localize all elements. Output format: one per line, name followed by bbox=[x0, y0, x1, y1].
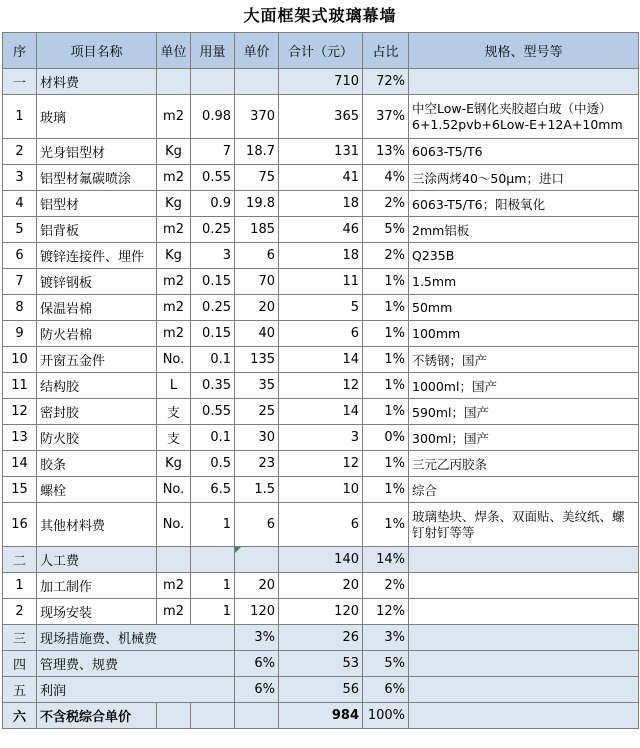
section-no[interactable]: 三 bbox=[3, 625, 37, 651]
row-qty[interactable]: 0.9 bbox=[191, 191, 235, 217]
cell-empty[interactable] bbox=[235, 703, 279, 729]
row-pct[interactable]: 2% bbox=[363, 573, 409, 599]
col-header-price[interactable]: 单价 bbox=[235, 33, 279, 69]
row-qty[interactable]: 0.98 bbox=[191, 95, 235, 139]
row-spec[interactable]: 2mm铝板 bbox=[409, 217, 639, 243]
sheet-title: 大面框架式玻璃幕墙 bbox=[243, 6, 397, 25]
table-row bbox=[3, 243, 639, 269]
table-row bbox=[3, 321, 639, 347]
cell-empty[interactable] bbox=[409, 651, 639, 677]
section-total[interactable]: 53 bbox=[279, 651, 363, 677]
section-pct[interactable]: 100% bbox=[363, 703, 409, 729]
row-unit[interactable]: No. bbox=[157, 347, 191, 373]
row-item-name[interactable]: 铝型材氟碳喷涂 bbox=[37, 165, 157, 191]
cell-empty[interactable] bbox=[157, 69, 191, 95]
table-row bbox=[3, 191, 639, 217]
row-total[interactable]: 20 bbox=[279, 573, 363, 599]
row-price[interactable]: 75 bbox=[235, 165, 279, 191]
table-row bbox=[3, 503, 639, 547]
cell-empty[interactable] bbox=[409, 703, 639, 729]
row-qty[interactable]: 0.15 bbox=[191, 321, 235, 347]
row-item-name[interactable]: 玻璃 bbox=[37, 95, 157, 139]
row-unit[interactable]: m2 bbox=[157, 95, 191, 139]
row-unit[interactable]: Kg bbox=[157, 139, 191, 165]
row-spec[interactable]: 300ml；国产 bbox=[409, 425, 639, 451]
section-total[interactable]: 984 bbox=[279, 703, 363, 729]
row-price[interactable]: 135 bbox=[235, 347, 279, 373]
row-qty[interactable]: 3 bbox=[191, 243, 235, 269]
row-item-name[interactable]: 铝型材 bbox=[37, 191, 157, 217]
row-seq[interactable]: 9 bbox=[3, 321, 37, 347]
col-header-item[interactable]: 项目名称 bbox=[37, 33, 157, 69]
row-qty[interactable]: 1 bbox=[191, 573, 235, 599]
row-spec[interactable]: 综合 bbox=[409, 477, 639, 503]
row-qty[interactable]: 0.25 bbox=[191, 295, 235, 321]
table-row bbox=[3, 295, 639, 321]
row-unit[interactable]: m2 bbox=[157, 599, 191, 625]
table-row bbox=[3, 95, 639, 139]
row-seq[interactable]: 12 bbox=[3, 399, 37, 425]
row-unit[interactable]: No. bbox=[157, 477, 191, 503]
cell-empty[interactable] bbox=[409, 677, 639, 703]
section-name[interactable]: 利润 bbox=[37, 677, 235, 703]
row-unit[interactable]: m2 bbox=[157, 217, 191, 243]
section-rate[interactable]: 6% bbox=[235, 677, 279, 703]
row-spec[interactable]: 6063-T5/T6 bbox=[409, 139, 639, 165]
row-seq[interactable]: 16 bbox=[3, 503, 37, 547]
row-qty[interactable]: 0.15 bbox=[191, 269, 235, 295]
row-spec[interactable]: 中空Low-E钢化夹胶超白玻（中透）6+1.52pvb+6Low-E+12A+10mm bbox=[409, 95, 639, 139]
cell-empty[interactable] bbox=[191, 547, 235, 573]
row-pct[interactable]: 4% bbox=[363, 165, 409, 191]
row-qty[interactable]: 6.5 bbox=[191, 477, 235, 503]
row-seq[interactable]: 13 bbox=[3, 425, 37, 451]
row-item-name[interactable]: 结构胶 bbox=[37, 373, 157, 399]
col-header-pct[interactable]: 占比 bbox=[363, 33, 409, 69]
row-price[interactable]: 35 bbox=[235, 373, 279, 399]
section-row-mgmt bbox=[3, 651, 639, 677]
row-qty[interactable]: 7 bbox=[191, 139, 235, 165]
row-pct[interactable]: 1% bbox=[363, 321, 409, 347]
section-total[interactable]: 56 bbox=[279, 677, 363, 703]
row-unit[interactable]: Kg bbox=[157, 191, 191, 217]
row-spec[interactable]: 1.5mm bbox=[409, 269, 639, 295]
row-qty[interactable]: 0.35 bbox=[191, 373, 235, 399]
row-item-name[interactable]: 防火胶 bbox=[37, 425, 157, 451]
row-seq[interactable]: 6 bbox=[3, 243, 37, 269]
section-name[interactable]: 现场措施费、机械费 bbox=[37, 625, 235, 651]
row-unit[interactable]: Kg bbox=[157, 243, 191, 269]
cell-empty[interactable] bbox=[409, 547, 639, 573]
section-row-materials bbox=[3, 69, 639, 95]
row-pct[interactable]: 1% bbox=[363, 269, 409, 295]
row-qty[interactable]: 0.1 bbox=[191, 347, 235, 373]
row-pct[interactable]: 1% bbox=[363, 477, 409, 503]
row-seq[interactable]: 7 bbox=[3, 269, 37, 295]
table-row bbox=[3, 269, 639, 295]
row-item-name[interactable]: 胶条 bbox=[37, 451, 157, 477]
row-qty[interactable]: 1 bbox=[191, 599, 235, 625]
table-row bbox=[3, 139, 639, 165]
row-total[interactable]: 10 bbox=[279, 477, 363, 503]
row-qty[interactable]: 0.55 bbox=[191, 165, 235, 191]
row-item-name[interactable]: 镀锌钢板 bbox=[37, 269, 157, 295]
row-unit[interactable]: 支 bbox=[157, 425, 191, 451]
table-row bbox=[3, 573, 639, 599]
section-rate[interactable]: 6% bbox=[235, 651, 279, 677]
section-pct[interactable]: 6% bbox=[363, 677, 409, 703]
row-pct[interactable]: 2% bbox=[363, 191, 409, 217]
row-total[interactable]: 6 bbox=[279, 321, 363, 347]
section-pct[interactable]: 3% bbox=[363, 625, 409, 651]
row-pct[interactable]: 2% bbox=[363, 243, 409, 269]
row-unit[interactable]: m2 bbox=[157, 321, 191, 347]
section-no[interactable]: 一 bbox=[3, 69, 37, 95]
row-spec[interactable]: 三元乙丙胶条 bbox=[409, 451, 639, 477]
row-price[interactable]: 20 bbox=[235, 295, 279, 321]
row-item-name[interactable]: 现场安装 bbox=[37, 599, 157, 625]
row-pct[interactable]: 5% bbox=[363, 217, 409, 243]
section-no[interactable]: 六 bbox=[3, 703, 37, 729]
row-spec[interactable] bbox=[409, 573, 639, 599]
section-name[interactable]: 人工费 bbox=[37, 547, 157, 573]
row-spec[interactable]: 不锈钢；国产 bbox=[409, 347, 639, 373]
cell-empty[interactable] bbox=[157, 703, 191, 729]
table-row bbox=[3, 217, 639, 243]
row-spec[interactable]: 1000ml；国产 bbox=[409, 373, 639, 399]
section-rate[interactable]: 3% bbox=[235, 625, 279, 651]
row-seq[interactable]: 15 bbox=[3, 477, 37, 503]
section-row-labor bbox=[3, 547, 639, 573]
row-price[interactable]: 40 bbox=[235, 321, 279, 347]
row-total[interactable]: 41 bbox=[279, 165, 363, 191]
row-total[interactable]: 5 bbox=[279, 295, 363, 321]
row-price[interactable]: 70 bbox=[235, 269, 279, 295]
row-item-name[interactable]: 螺栓 bbox=[37, 477, 157, 503]
section-name[interactable]: 管理费、规费 bbox=[37, 651, 235, 677]
row-pct[interactable]: 1% bbox=[363, 373, 409, 399]
row-seq[interactable]: 4 bbox=[3, 191, 37, 217]
table-row bbox=[3, 373, 639, 399]
col-header-qty[interactable]: 用量 bbox=[191, 33, 235, 69]
row-seq[interactable]: 5 bbox=[3, 217, 37, 243]
row-pct[interactable]: 12% bbox=[363, 599, 409, 625]
table-row bbox=[3, 451, 639, 477]
row-seq[interactable]: 1 bbox=[3, 95, 37, 139]
row-item-name[interactable]: 保温岩棉 bbox=[37, 295, 157, 321]
row-unit[interactable]: Kg bbox=[157, 451, 191, 477]
row-pct[interactable]: 1% bbox=[363, 503, 409, 547]
table-row bbox=[3, 165, 639, 191]
row-item-name[interactable]: 密封胶 bbox=[37, 399, 157, 425]
row-qty[interactable]: 0.55 bbox=[191, 399, 235, 425]
row-total[interactable]: 18 bbox=[279, 243, 363, 269]
row-item-name[interactable]: 防火岩棉 bbox=[37, 321, 157, 347]
row-spec[interactable]: 590ml；国产 bbox=[409, 399, 639, 425]
row-price[interactable]: 6 bbox=[235, 243, 279, 269]
row-price[interactable]: 18.7 bbox=[235, 139, 279, 165]
row-total[interactable]: 46 bbox=[279, 217, 363, 243]
row-qty[interactable]: 0.1 bbox=[191, 425, 235, 451]
row-spec[interactable]: 50mm bbox=[409, 295, 639, 321]
row-item-name[interactable]: 光身铝型材 bbox=[37, 139, 157, 165]
section-total[interactable]: 710 bbox=[279, 69, 363, 95]
row-total[interactable]: 120 bbox=[279, 599, 363, 625]
row-pct[interactable]: 13% bbox=[363, 139, 409, 165]
row-pct[interactable]: 1% bbox=[363, 347, 409, 373]
row-pct[interactable]: 1% bbox=[363, 399, 409, 425]
row-price[interactable]: 370 bbox=[235, 95, 279, 139]
row-unit[interactable]: m2 bbox=[157, 295, 191, 321]
row-pct[interactable]: 0% bbox=[363, 425, 409, 451]
row-qty[interactable]: 0.25 bbox=[191, 217, 235, 243]
table-row bbox=[3, 599, 639, 625]
section-row-profit bbox=[3, 677, 639, 703]
section-name[interactable]: 材料费 bbox=[37, 69, 157, 95]
row-spec[interactable]: 6063-T5/T6；阳极氧化 bbox=[409, 191, 639, 217]
row-item-name[interactable]: 其他材料费 bbox=[37, 503, 157, 547]
row-qty[interactable]: 1 bbox=[191, 503, 235, 547]
row-price[interactable]: 25 bbox=[235, 399, 279, 425]
row-item-name[interactable]: 铝背板 bbox=[37, 217, 157, 243]
row-seq[interactable]: 8 bbox=[3, 295, 37, 321]
row-price[interactable]: 23 bbox=[235, 451, 279, 477]
row-unit[interactable]: 支 bbox=[157, 399, 191, 425]
row-price[interactable]: 20 bbox=[235, 573, 279, 599]
row-total[interactable]: 12 bbox=[279, 451, 363, 477]
row-seq[interactable]: 3 bbox=[3, 165, 37, 191]
table-row bbox=[3, 347, 639, 373]
row-price[interactable]: 185 bbox=[235, 217, 279, 243]
row-price[interactable]: 6 bbox=[235, 503, 279, 547]
cell-empty[interactable] bbox=[157, 547, 191, 573]
row-item-name[interactable]: 镀锌连接件、埋件 bbox=[37, 243, 157, 269]
row-seq[interactable]: 2 bbox=[3, 139, 37, 165]
col-header-total[interactable]: 合计（元） bbox=[279, 33, 363, 69]
row-price[interactable]: 120 bbox=[235, 599, 279, 625]
section-name[interactable]: 不含税综合单价 bbox=[37, 703, 157, 729]
header-row bbox=[3, 33, 639, 69]
row-seq[interactable]: 11 bbox=[3, 373, 37, 399]
col-header-unit[interactable]: 单位 bbox=[157, 33, 191, 69]
cell-empty[interactable] bbox=[191, 69, 235, 95]
row-pct[interactable]: 1% bbox=[363, 295, 409, 321]
cell-empty[interactable] bbox=[191, 703, 235, 729]
row-item-name[interactable]: 开窗五金件 bbox=[37, 347, 157, 373]
row-total[interactable]: 14 bbox=[279, 399, 363, 425]
row-total[interactable]: 365 bbox=[279, 95, 363, 139]
row-unit[interactable]: m2 bbox=[157, 165, 191, 191]
row-total[interactable]: 3 bbox=[279, 425, 363, 451]
row-unit[interactable]: m2 bbox=[157, 573, 191, 599]
section-total[interactable]: 26 bbox=[279, 625, 363, 651]
section-pct[interactable]: 5% bbox=[363, 651, 409, 677]
row-total[interactable]: 12 bbox=[279, 373, 363, 399]
cost-table bbox=[2, 32, 639, 729]
cell-empty[interactable] bbox=[235, 69, 279, 95]
row-seq[interactable]: 14 bbox=[3, 451, 37, 477]
row-spec[interactable]: 三涂两烤40～50μm；进口 bbox=[409, 165, 639, 191]
row-price[interactable]: 19.8 bbox=[235, 191, 279, 217]
col-header-seq[interactable]: 序 bbox=[3, 33, 37, 69]
row-seq[interactable]: 1 bbox=[3, 573, 37, 599]
table-row bbox=[3, 399, 639, 425]
row-qty[interactable]: 0.5 bbox=[191, 451, 235, 477]
row-pct[interactable]: 1% bbox=[363, 451, 409, 477]
row-spec[interactable]: 100mm bbox=[409, 321, 639, 347]
row-total[interactable]: 11 bbox=[279, 269, 363, 295]
row-price[interactable]: 1.5 bbox=[235, 477, 279, 503]
table-row bbox=[3, 425, 639, 451]
row-unit[interactable]: m2 bbox=[157, 269, 191, 295]
section-pct[interactable]: 72% bbox=[363, 69, 409, 95]
row-seq[interactable]: 10 bbox=[3, 347, 37, 373]
table-row bbox=[3, 477, 639, 503]
row-spec[interactable]: 玻璃垫块、焊条、双面贴、美纹纸、螺钉射钉等等 bbox=[409, 503, 639, 547]
section-total[interactable]: 140 bbox=[279, 547, 363, 573]
col-header-spec[interactable]: 规格、型号等 bbox=[409, 33, 639, 69]
section-no[interactable]: 四 bbox=[3, 651, 37, 677]
row-total[interactable]: 18 bbox=[279, 191, 363, 217]
section-row-grand bbox=[3, 703, 639, 729]
row-total[interactable]: 6 bbox=[279, 503, 363, 547]
row-unit[interactable]: L bbox=[157, 373, 191, 399]
row-spec[interactable]: Q235B bbox=[409, 243, 639, 269]
cell-empty[interactable] bbox=[409, 69, 639, 95]
row-spec[interactable] bbox=[409, 599, 639, 625]
section-pct[interactable]: 14% bbox=[363, 547, 409, 573]
row-seq[interactable]: 2 bbox=[3, 599, 37, 625]
row-unit[interactable]: No. bbox=[157, 503, 191, 547]
row-total[interactable]: 14 bbox=[279, 347, 363, 373]
section-no[interactable]: 五 bbox=[3, 677, 37, 703]
row-price[interactable]: 30 bbox=[235, 425, 279, 451]
row-total[interactable]: 131 bbox=[279, 139, 363, 165]
row-pct[interactable]: 37% bbox=[363, 95, 409, 139]
section-no[interactable]: 二 bbox=[3, 547, 37, 573]
cell-empty[interactable] bbox=[235, 547, 279, 573]
section-row-site bbox=[3, 625, 639, 651]
row-item-name[interactable]: 加工制作 bbox=[37, 573, 157, 599]
cell-empty[interactable] bbox=[409, 625, 639, 651]
